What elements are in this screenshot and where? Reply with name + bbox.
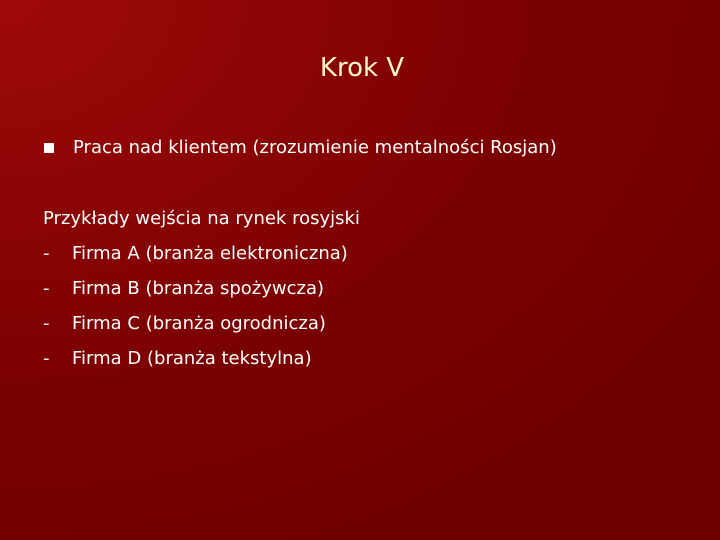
dash-bullet: - (43, 278, 50, 299)
list-item (43, 271, 683, 306)
dash-bullet: - (43, 348, 50, 369)
list-item (43, 306, 683, 341)
list-item-text: Firma C (branża ogrodnicza) (72, 313, 326, 334)
square-bullet-icon (44, 143, 54, 153)
slide-title: Krok V (319, 53, 405, 83)
list-item-text: Firma A (branża elektroniczna) (72, 243, 348, 264)
list-item-text: Firma B (branża spożywcza) (72, 278, 325, 299)
dash-bullet: - (43, 313, 50, 334)
bullet-text: Praca nad klientem (zrozumienie mentalności Rosjan) (73, 137, 557, 158)
list-item (43, 236, 683, 271)
bullet-item (44, 133, 704, 163)
examples-heading: Przykłady wejścia na rynek rosyjski (43, 208, 360, 229)
dash-bullet: - (43, 243, 50, 264)
examples-block (43, 201, 683, 376)
list-item (43, 341, 683, 376)
list-item-text: Firma D (branża tekstylna) (72, 348, 312, 369)
